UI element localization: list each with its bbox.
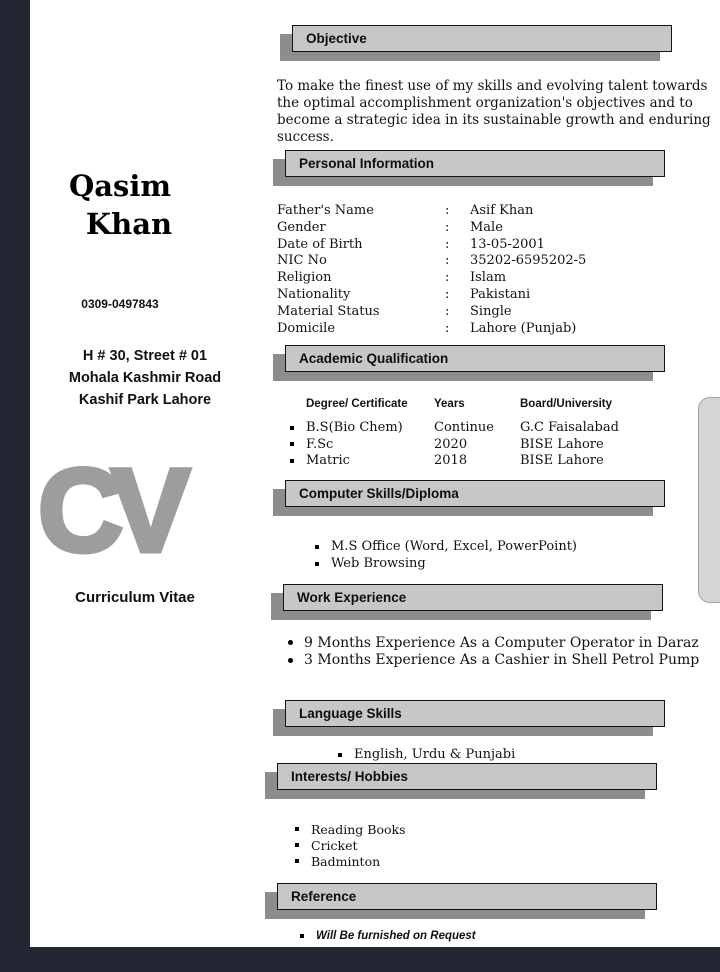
academic-table-row (290, 420, 690, 437)
field-separator: : (445, 203, 450, 218)
column-header: Years (434, 398, 465, 411)
list-item (295, 837, 406, 853)
list-item (295, 853, 406, 869)
field-separator: : (445, 286, 450, 302)
academic-table-row (290, 436, 690, 453)
personal-info-row (277, 220, 713, 237)
list-item-text: Badminton (311, 853, 381, 869)
field-value: Pakistani (470, 286, 531, 302)
board-cell: BISE Lahore (520, 436, 604, 452)
section-header-objective (292, 25, 672, 52)
field-value: Single (470, 303, 512, 319)
phone-number: 0309-0497843 (81, 297, 159, 311)
personal-info-list (277, 203, 713, 337)
address-block (30, 345, 260, 411)
field-separator: : (445, 236, 450, 252)
square-bullet-icon (290, 442, 294, 446)
list-item (315, 538, 577, 555)
language-skills-list (338, 746, 515, 763)
interests-list (295, 821, 406, 869)
personal-info-row (277, 270, 713, 287)
field-value: Islam (470, 270, 507, 286)
round-bullet-icon (288, 640, 293, 645)
personal-info-row (277, 321, 713, 338)
field-value: Lahore (Punjab) (470, 320, 577, 336)
section-header-work-experience (283, 584, 663, 611)
list-item (315, 555, 577, 572)
list-item (300, 929, 476, 943)
years-cell: Continue (434, 420, 494, 436)
list-item-text: Reading Books (311, 821, 406, 837)
list-item-text: Web Browsing (331, 556, 426, 571)
candidate-first-name: Qasim (68, 169, 172, 203)
degree-cell: Matric (306, 453, 350, 469)
field-value: Asif Khan (470, 203, 534, 218)
objective-text: To make the finest use of my skills and evolving talent towards the optimal accomplishment organization's objectives and to become a strategic idea in its sustainable growth and enduring success. (277, 78, 711, 145)
field-label: Date of Birth (277, 236, 363, 252)
field-separator: : (445, 253, 450, 269)
field-value: Male (470, 219, 503, 235)
years-cell: 2020 (434, 436, 468, 452)
computer-skills-list (315, 538, 577, 572)
square-bullet-icon (300, 934, 304, 938)
field-label: Religion (277, 270, 332, 286)
list-item-text: 9 Months Experience As a Computer Operator in Daraz (304, 634, 699, 651)
section-title: Academic Qualification (285, 345, 665, 372)
list-item (288, 652, 699, 670)
address-line: Kashif Park Lahore (78, 392, 212, 408)
section-header-academic-qualification (285, 345, 665, 372)
section-header-reference (277, 883, 657, 910)
field-label: Material Status (277, 303, 380, 319)
field-separator: : (445, 320, 450, 336)
section-title: Objective (292, 25, 672, 52)
section-title: Work Experience (283, 584, 663, 611)
field-separator: : (445, 303, 450, 319)
field-value: 13-05-2001 (470, 236, 545, 252)
candidate-name (35, 167, 205, 243)
field-separator: : (445, 219, 450, 235)
list-item (338, 746, 515, 763)
field-label: Father's Name (277, 203, 374, 218)
list-item-text: Cricket (311, 837, 358, 853)
degree-cell: B.S(Bio Chem) (306, 420, 403, 436)
square-bullet-icon (295, 843, 299, 847)
list-item-text: Will Be furnished on Request (316, 930, 476, 942)
field-label: NIC No (277, 253, 327, 269)
section-title: Language Skills (285, 700, 665, 727)
list-item (295, 821, 406, 837)
square-bullet-icon (290, 426, 294, 430)
square-bullet-icon (315, 545, 319, 549)
square-bullet-icon (295, 827, 299, 831)
work-experience-list (288, 634, 699, 669)
square-bullet-icon (315, 562, 319, 566)
section-title: Computer Skills/Diploma (285, 480, 665, 507)
section-header-computer-skills (285, 480, 665, 507)
square-bullet-icon (290, 459, 294, 463)
round-bullet-icon (288, 658, 293, 663)
field-label: Domicile (277, 320, 336, 336)
candidate-last-name: Khan (85, 207, 173, 241)
list-item-text: English, Urdu & Punjabi (354, 747, 516, 762)
bottom-border-band (0, 947, 720, 972)
reference-list (300, 929, 476, 943)
field-value: 35202-6595202-5 (470, 253, 587, 269)
address-line: H # 30, Street # 01 (82, 348, 208, 364)
list-item-text: 3 Months Experience As a Cashier in Shell Petrol Pump (304, 652, 700, 669)
cv-logo-caption: Curriculum Vitae (75, 589, 195, 606)
list-item (288, 634, 699, 652)
section-header-language-skills (285, 700, 665, 727)
page-scroll-tab[interactable] (698, 397, 720, 603)
academic-table-row (290, 453, 690, 470)
list-item-text: M.S Office (Word, Excel, PowerPoint) (331, 539, 577, 554)
address-line: Mohala Kashmir Road (68, 370, 222, 386)
field-separator: : (445, 270, 450, 286)
section-header-interests (277, 763, 657, 790)
degree-cell: F.Sc (306, 436, 334, 452)
personal-info-row (277, 203, 713, 220)
cv-logo: CV (38, 445, 178, 577)
personal-info-row (277, 304, 713, 321)
column-header: Board/University (520, 398, 613, 411)
square-bullet-icon (338, 753, 342, 757)
section-title: Personal Information (285, 150, 665, 177)
years-cell: 2018 (434, 453, 468, 469)
personal-info-row (277, 253, 713, 270)
academic-table (290, 396, 690, 469)
section-title: Interests/ Hobbies (277, 763, 657, 790)
field-label: Nationality (277, 286, 351, 302)
personal-info-row (277, 237, 713, 254)
section-header-personal-information (285, 150, 665, 177)
personal-info-row (277, 287, 713, 304)
field-label: Gender (277, 219, 326, 235)
square-bullet-icon (295, 859, 299, 863)
academic-table-header-row (290, 396, 690, 413)
section-title: Reference (277, 883, 657, 910)
left-border-band (0, 0, 30, 972)
column-header: Degree/ Certificate (306, 398, 408, 411)
board-cell: G.C Faisalabad (520, 420, 619, 436)
board-cell: BISE Lahore (520, 453, 604, 469)
